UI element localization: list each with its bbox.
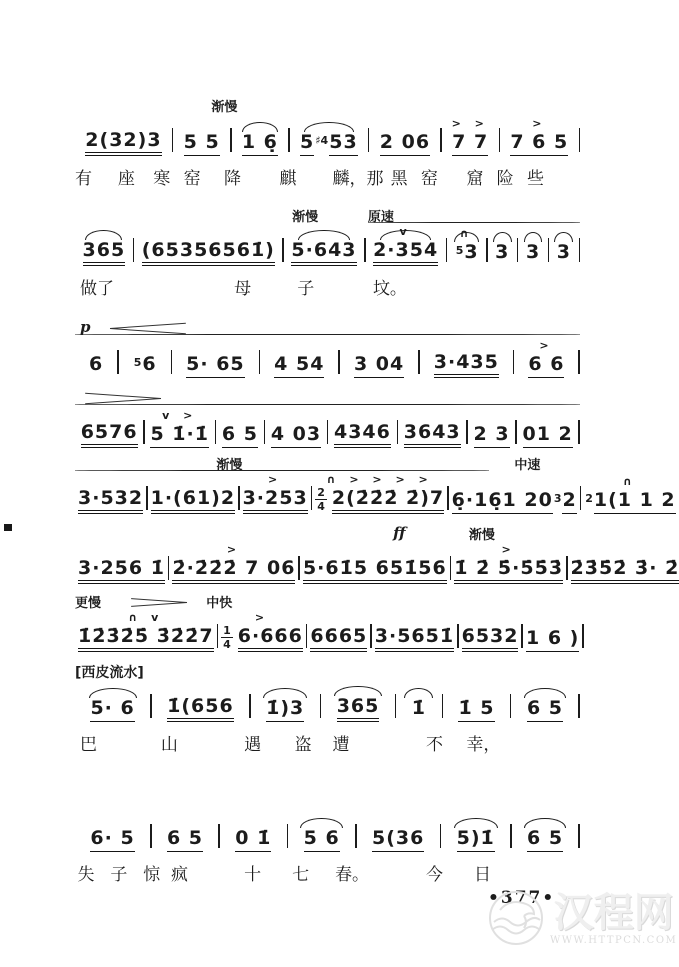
slur-arc (493, 232, 512, 242)
measure (398, 422, 466, 448)
note-text: 5·61̇5 651̇56 (303, 558, 447, 584)
slur-arc (524, 818, 567, 828)
notes-row (75, 814, 580, 852)
notes-row (75, 473, 676, 514)
tie-line (75, 404, 580, 405)
measure (169, 543, 298, 584)
lyric-syllable: 今 (425, 865, 443, 885)
ink-speck (4, 524, 12, 531)
slur-arc (524, 688, 567, 698)
notation-system (75, 206, 580, 302)
note-text: 6·666 (238, 626, 303, 652)
notation-system (75, 318, 580, 378)
articulation-marks: v > (162, 409, 198, 423)
note-text: 3·532 (78, 488, 143, 514)
note-text: 53 (329, 132, 357, 156)
articulation-marks: > (501, 543, 516, 557)
note-text: 5·643 (291, 240, 356, 266)
measure (442, 117, 499, 156)
note-text: 5 (300, 132, 314, 156)
notation-system (75, 96, 580, 192)
measure (500, 117, 579, 156)
measure (369, 132, 440, 156)
measure (372, 626, 457, 652)
lyric-syllable: 不 (425, 735, 443, 755)
grace-note: ♯4 (315, 134, 329, 148)
measure (75, 611, 217, 652)
measure (514, 339, 578, 378)
note-text: 1 6 ) (526, 628, 579, 652)
note-text: 6 5 (167, 828, 203, 852)
lyric-syllable: 幸， (466, 735, 501, 755)
slur-arc (89, 688, 137, 698)
lyric-syllable: 子 (110, 865, 128, 885)
measure (284, 240, 364, 266)
lyric-syllable: 子 (297, 279, 315, 299)
measure (488, 242, 517, 266)
lyrics-row (75, 858, 580, 888)
measure (459, 626, 522, 652)
tempo-label: 原速 (367, 209, 394, 224)
measure (75, 240, 133, 266)
hairpin-line (131, 602, 186, 607)
note-text: 6 6 (528, 354, 564, 378)
lyric-syllable: 十 (244, 865, 262, 885)
lyric-syllable: 遭 (332, 735, 350, 755)
measure (75, 488, 146, 514)
note-text: 2·354 (373, 240, 438, 266)
note-text: 6̣·16̣1 20 (452, 490, 553, 514)
articulation-marks: ∩ > > > > (326, 473, 433, 487)
note-text: 4 54 (274, 354, 324, 378)
articulation-marks: ∩ (459, 227, 474, 241)
note-text: 6 5 (527, 828, 563, 852)
note-text: 6 (142, 353, 157, 376)
note-text: 5 6 (304, 828, 340, 852)
tempo-label: 渐慢 (468, 527, 495, 542)
lyric-syllable: 日 (473, 865, 491, 885)
measure (443, 698, 510, 722)
hairpin-line (85, 393, 161, 399)
measure (218, 611, 306, 652)
measure (357, 828, 440, 852)
lyric-syllable: 巴 (80, 735, 98, 755)
notes-row (75, 340, 580, 378)
note-text: 5· 6 (90, 698, 134, 722)
note-text: 6 5 (222, 424, 258, 448)
tempo-label: 更慢 (75, 595, 102, 610)
tie-line (75, 334, 580, 335)
tempo-label: 中速 (514, 457, 541, 472)
slur-arc (304, 122, 354, 132)
grace-note: 3 (553, 492, 562, 506)
note-text: 5 1̇·1̇ (150, 424, 209, 448)
note-text: 1 6̣ (242, 132, 278, 156)
barline (578, 694, 580, 718)
measure (581, 475, 678, 514)
slur-arc (524, 232, 543, 242)
measure (396, 698, 441, 722)
articulation-marks: v (399, 225, 412, 239)
measure (290, 132, 368, 156)
measure (321, 696, 395, 722)
measure (511, 698, 578, 722)
note-text: 2(2̇2̇2̇ 2̇)7 (332, 488, 444, 514)
notes-row (75, 611, 580, 652)
measure (232, 132, 289, 156)
note-text: 7 7 (452, 132, 488, 156)
articulation-marks: > (268, 473, 283, 487)
note-text: 1(1 1 2 (594, 490, 676, 514)
note-text: 1̇(656 (167, 696, 234, 722)
notation-system (75, 388, 580, 448)
slur-arc (85, 230, 122, 240)
note-text: 6· 5 (90, 828, 134, 852)
measure (75, 422, 143, 448)
lyric-syllable: 窑 (420, 169, 438, 189)
lyrics-row (75, 728, 580, 758)
lyric-syllable: 黑 (390, 169, 408, 189)
measure (517, 424, 579, 448)
note-text: 365 (337, 696, 380, 722)
measure (152, 696, 250, 722)
grace-note: 5 (455, 244, 464, 258)
measure (75, 558, 168, 584)
note-text: 5)1̇ (457, 828, 495, 852)
note-text: 1̇2̇3̇2̇5̇ 3̇2̇2̇7 (78, 626, 214, 652)
note-text: 2̇·2̇2̇2̇ 7 06 (172, 558, 295, 584)
lyric-syllable: 母 (234, 279, 252, 299)
measure (300, 558, 450, 584)
tempo-label: 渐慢 (216, 457, 243, 472)
note-text: 1̇ (411, 697, 427, 720)
decresc-hairpin-icon (85, 392, 161, 404)
hairpin-line (131, 598, 186, 603)
grace-note: 2 (585, 492, 593, 506)
note-text: 365 (83, 240, 126, 266)
lyrics-row (75, 272, 580, 302)
note-text: 3·256 1̇ (78, 558, 165, 584)
dynamic-label: ff (393, 524, 406, 542)
note-text: 6532 (462, 626, 519, 652)
notation-system (75, 792, 580, 888)
measure (447, 227, 486, 266)
notation-system (75, 524, 679, 584)
page-number: •377• (488, 888, 556, 908)
note-text: 4346 (334, 422, 391, 448)
slur-arc (298, 230, 349, 240)
measure (512, 828, 579, 852)
measure (260, 354, 338, 378)
note-text: 01 2 (523, 424, 573, 448)
measure (420, 352, 513, 378)
lyric-syllable: 有 (75, 169, 92, 189)
articulation-marks: > (539, 339, 554, 353)
lyrics-row (75, 162, 580, 192)
lyric-syllable: 麟，那 (332, 169, 384, 189)
barline (578, 420, 580, 444)
lyric-syllable: 窑 (183, 169, 201, 189)
articulation-marks: ∩ (622, 475, 637, 489)
note-text: 3 (556, 241, 571, 264)
slur-arc (454, 818, 498, 828)
tempo-label: 渐慢 (211, 99, 238, 114)
decresc-hairpin-icon (131, 596, 187, 608)
lyric-syllable: 惊 (143, 865, 161, 885)
note-text: 0 1̇ (235, 828, 271, 852)
measure (152, 828, 219, 852)
lyric-syllable: 险 (496, 169, 514, 189)
measure (173, 132, 230, 156)
measure (240, 473, 311, 514)
slur-arc (554, 232, 573, 242)
notation-system (75, 662, 580, 758)
measure (549, 242, 578, 266)
articulation-marks: > (532, 117, 547, 131)
lyric-syllable: 窟 (466, 169, 484, 189)
measure (307, 626, 370, 652)
articulation-marks: ∩ v (128, 611, 164, 625)
note-text: 5· 65 (186, 354, 245, 378)
note-text: 6 (89, 353, 104, 376)
tempo-label: 中快 (206, 595, 233, 610)
tempo-label: 渐慢 (292, 209, 319, 224)
measure (366, 225, 446, 266)
section-label-xipiliushui: [西皮流水] (75, 665, 144, 681)
note-text: 6 5 (527, 698, 563, 722)
measure (451, 543, 566, 584)
lyric-syllable: 座 (117, 169, 135, 189)
watermark-site-url: WWW.HTTPCN.COM (550, 934, 678, 946)
note-text: 5 5 (184, 132, 220, 156)
note-text: 3·5651̇ (375, 626, 454, 652)
measure (75, 698, 150, 722)
measure (134, 240, 282, 266)
notation-system (75, 592, 580, 652)
slur-arc (242, 122, 278, 132)
note-text: 2 06 (380, 132, 430, 156)
cresc-hairpin-icon (110, 322, 186, 334)
note-text: 3·435 (434, 352, 499, 378)
lyric-syllable: 失 (77, 865, 95, 885)
measure (119, 354, 171, 378)
notation-score (75, 96, 679, 888)
note-text: 6665 (310, 626, 367, 652)
notes-row (75, 543, 679, 584)
notation-system (75, 454, 676, 514)
note-text: 3·253 (243, 488, 308, 514)
notes-row (75, 410, 580, 448)
lyric-syllable: 春。 (335, 865, 370, 885)
measure (449, 490, 580, 514)
note-text: 5(36 (372, 828, 424, 852)
lyric-syllable: 寒 (153, 169, 171, 189)
time-signature-numerator: 2 (317, 486, 325, 499)
watermark-text (550, 889, 678, 946)
slur-arc (334, 686, 381, 696)
note-text: 3643 (404, 422, 461, 448)
tie-line (368, 222, 580, 223)
measure (75, 828, 150, 852)
note-text: 4 03 (271, 424, 321, 448)
measure (468, 424, 515, 448)
measure (523, 628, 582, 652)
note-text: 6576 (81, 422, 138, 448)
note-text: 2 (562, 490, 576, 514)
slur-arc (300, 818, 343, 828)
note-text: 1̇ 2̇ 5̇·5̇5̇3̇ (454, 558, 563, 584)
note-text: 7 6 5 (510, 132, 568, 156)
lyric-syllable: 遇 (244, 735, 262, 755)
lyric-syllable: 降 (223, 169, 241, 189)
note-text: 2̇3̇5̇2̇ 3̇· 2̇ (571, 558, 679, 584)
note-text: 3 (464, 241, 479, 264)
measure (518, 242, 547, 266)
lyric-syllable: 七 (292, 865, 310, 885)
measure (148, 488, 238, 514)
measure (568, 558, 679, 584)
lyric-syllable: 疯 (170, 865, 188, 885)
notes-row (75, 118, 580, 156)
lyric-syllable: 些 (526, 169, 544, 189)
time-signature-numerator: 1 (223, 624, 231, 637)
note-text: 3 (495, 241, 510, 264)
grace-note: 5 (133, 356, 142, 370)
lyric-syllable: 盗 (294, 735, 312, 755)
measure (251, 698, 320, 722)
measure (75, 130, 172, 156)
lyric-syllable: 坟。 (372, 279, 407, 299)
articulation-marks: > (226, 543, 242, 557)
note-text: 1̇)3 (266, 698, 304, 722)
notes-row (75, 684, 580, 722)
note-text: 2(32)3 (85, 130, 161, 156)
note-text: 3 04 (354, 354, 404, 378)
lyric-syllable: 做了 (80, 279, 115, 299)
barline (578, 350, 580, 374)
measure (328, 422, 396, 448)
tie-line (75, 470, 489, 471)
measure (312, 473, 447, 514)
slur-arc (263, 688, 307, 698)
time-signature-denominator: 4 (317, 500, 325, 513)
measure (75, 354, 117, 378)
note-text: 1·(61)2 (151, 488, 235, 514)
time-signature (221, 625, 233, 650)
measure (216, 424, 263, 448)
measure (340, 354, 418, 378)
lyric-syllable: 麒 (279, 169, 297, 189)
barline (579, 128, 581, 152)
note-text: 2 3 (474, 424, 510, 448)
measure (288, 828, 355, 852)
articulation-marks: > > (451, 117, 489, 131)
note-text: (65356561̇) (142, 240, 275, 266)
notes-row (75, 225, 580, 266)
measure (441, 828, 510, 852)
barline (582, 624, 584, 648)
time-signature-denominator: 4 (223, 638, 231, 651)
watermark-site-name: 汉程网 (553, 889, 674, 936)
note-text: 3 (525, 241, 541, 264)
measure (145, 409, 215, 448)
articulation-marks: > (254, 611, 270, 625)
time-signature (315, 487, 327, 512)
measure (172, 354, 259, 378)
note-text: 1̇ 5 (458, 698, 494, 722)
lyric-syllable: 山 (160, 735, 178, 755)
barline (579, 238, 581, 262)
slur-arc (404, 688, 433, 698)
barline (578, 824, 580, 848)
measure (220, 828, 287, 852)
measure (265, 424, 327, 448)
dynamic-label: p (80, 318, 91, 336)
